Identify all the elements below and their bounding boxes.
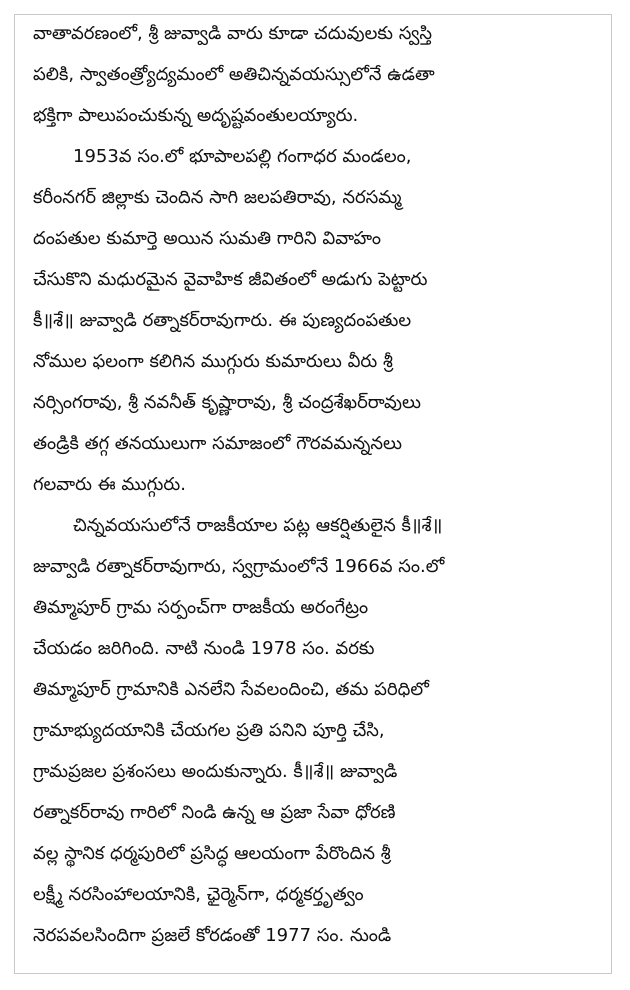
text-line: గ్రామాభ్యుదయానికి చేయగల ప్రతి పనిని పూర్తి చేసి,: [33, 720, 385, 741]
text-line: దంపతుల కుమార్తె అయిన సుమతి గారిని వివాహం: [33, 228, 382, 249]
text-line: తిమ్మాపూర్ గ్రామ సర్పంచ్‌గా రాజకీయ అరంగేట్రం: [33, 597, 369, 618]
text-line: కీ॥శే॥ జువ్వాడి రత్నాకర్‌రావుగారు. ఈ పుణ్యదంపతుల: [33, 310, 412, 331]
text-line: రత్నాకర్‌రావు గారిలో నిండి ఉన్న ఆ ప్రజా సేవా ధోరణి: [33, 802, 396, 823]
text-line: లక్ష్మీ నరసింహాలయానికి, ఛైర్మెన్‌గా, ధర్మకర్తృత్వం: [33, 884, 364, 905]
text-line: పలికి, స్వాతంత్ర్యోద్యమంలో అతిచిన్నవయస్సులోనే ఉడతా: [33, 64, 435, 85]
text-line: వల్ల స్థానిక ధర్మపురిలో ప్రసిద్ధ ఆలయంగా పేరొందిన శ్రీ: [33, 843, 391, 864]
text-line: తిమ్మాపూర్ గ్రామానికి ఎనలేని సేవలందించి, తమ పరిధిలో: [33, 679, 429, 700]
text-line: 1953వ సం.లో భూపాలపల్లి గంగాధర మండలం,: [73, 146, 412, 167]
text-line: గలవారు ఈ ముగ్గురు.: [33, 474, 186, 495]
text-line: వాతావరణంలో, శ్రీ జువ్వాడి వారు కూడా చదువులకు స్వస్తి: [33, 23, 433, 44]
document-page: [14, 14, 612, 974]
text-line: కరీంనగర్ జిల్లాకు చెందిన సాగి జలపతిరావు, నరసమ్మ: [33, 187, 402, 208]
text-line: చేయడం జరిగింది. నాటి నుండి 1978 సం. వరకు: [33, 638, 375, 659]
text-line: చేసుకొని మధురమైన వైవాహిక జీవితంలో అడుగు పెట్టారు: [33, 269, 428, 290]
text-line: గ్రామప్రజల ప్రశంసలు అందుకున్నారు. కీ॥శే॥ జువ్వాడి: [33, 761, 398, 782]
text-line: జువ్వాడి రత్నాకర్‌రావుగారు, స్వగ్రామంలోనే 1966వ సం.లో: [33, 556, 445, 577]
text-line: భక్తిగా పాలుపంచుకున్న అదృష్టవంతులయ్యారు.: [33, 105, 359, 126]
text-line: తండ్రికి తగ్గ తనయులుగా సమాజంలో గౌరవమన్ననలు: [33, 433, 403, 454]
text-line: చిన్నవయసులోనే రాజకీయాల పట్ల ఆకర్షితులైన కీ॥శే॥: [73, 515, 443, 536]
text-line: నెరపవలసిందిగా ప్రజలే కోరడంతో 1977 సం. నుండి: [33, 925, 392, 946]
text-line: నోముల ఫలంగా కలిగిన ముగ్గురు కుమారులు వీరు శ్రీ: [33, 351, 393, 372]
text-line: నర్సింగరావు, శ్రీ నవనీత్ కృష్ణారావు, శ్రీ చంద్రశేఖర్‌రావులు: [33, 392, 422, 413]
